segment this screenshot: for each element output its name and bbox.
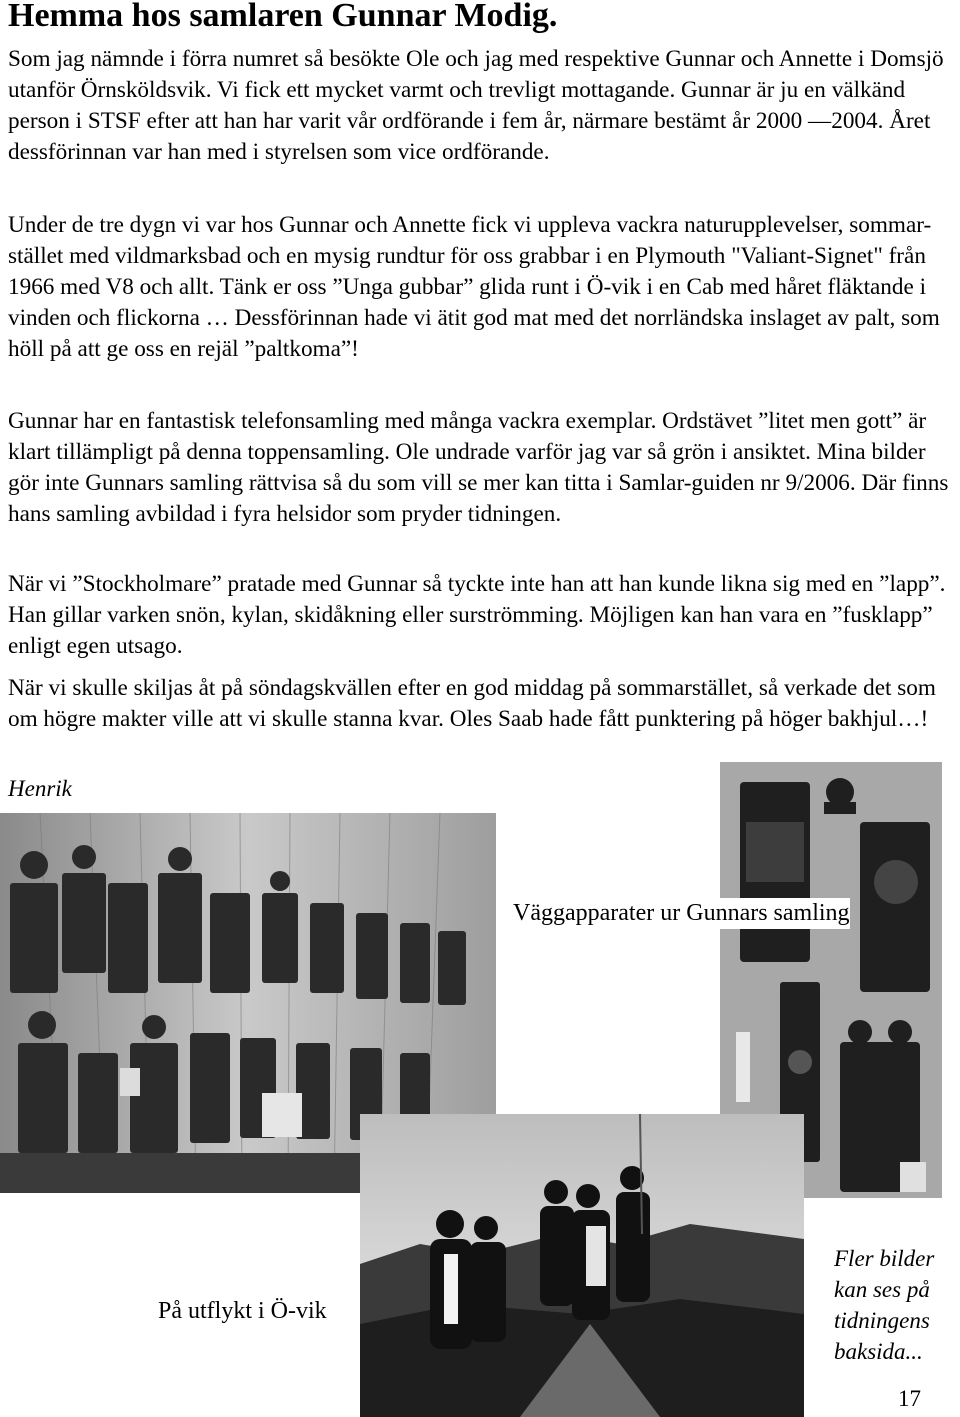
article-title: Hemma hos samlaren Gunnar Modig. [8,0,558,34]
paragraph-collection: Gunnar har en fantastisk telefonsamling med många vackra exemplar. Ordstävet ”litet men gott” är klart tillämpligt på denna toppensamling. Ole undrade varför jag var så grön i ansiktet. Mina bilder gör inte Gunnars samling rättvisa så du som vill se mer kan titta i Samlar-guiden nr 9/2006. Där finns hans samling avbildad i fyra helsidor som pryder tidningen. [8,408,949,527]
caption-more-photos: Fler bilder kan ses på tidningens baksida... [834,1246,935,1364]
page-number: 17 [898,1386,921,1411]
author-signature: Henrik [8,776,72,801]
paragraph-intro: Som jag nämnde i förra numret så besökte Ole och jag med respektive Gunnar och Annette i Domsjö utanför Örnsköldsvik. Vi fick ett mycket varmt och trevligt mottagande. Gunnar är ju en välkänd person i STSF efter att han har varit vår ordförande i fem år, närmare bestämt år 2000 —2004. Året dessförinnan var han med i styrelsen som vice ordförande. [8,46,944,165]
paragraph-stockholmare: När vi ”Stockholmare” pratade med Gunnar så tyckte inte han att han kunde likna sig med en ”lapp”. Han gillar varken snön, kylan, skidåkning eller surströmming. Möjligen kan han vara en ”fusklapp” enligt egen utsago. [8,571,946,659]
outing-photo [360,1114,804,1417]
caption-outing: På utflykt i Ö-vik [158,1298,327,1324]
paragraph-farewell: När vi skulle skiljas åt på söndagskvällen efter en god middag på sommarstället, så verkade det som om högre makter ville att vi skulle stanna kvar. Oles Saab hade fått punktering på höger bakhjul…! [8,675,936,732]
caption-wall-phones: Väggapparater ur Gunnars samling [513,898,850,929]
paragraph-visit: Under de tre dygn vi var hos Gunnar och Annette fick vi uppleva vackra naturupplevelser, sommar-stället med vildmarksbad och en mysig rundtur för oss grabbar i en Plymouth "Valiant-Signet" från 1966 med V8 och allt. Tänk er oss ”Unga gubbar” glida runt i Ö-vik i en Cab med håret fläktande i vinden och flickorna … Dessförinnan hade vi ätit god mat med det norrländska inslaget av palt, som höll på att ge oss en rejäl ”paltkoma”! [8,212,940,362]
